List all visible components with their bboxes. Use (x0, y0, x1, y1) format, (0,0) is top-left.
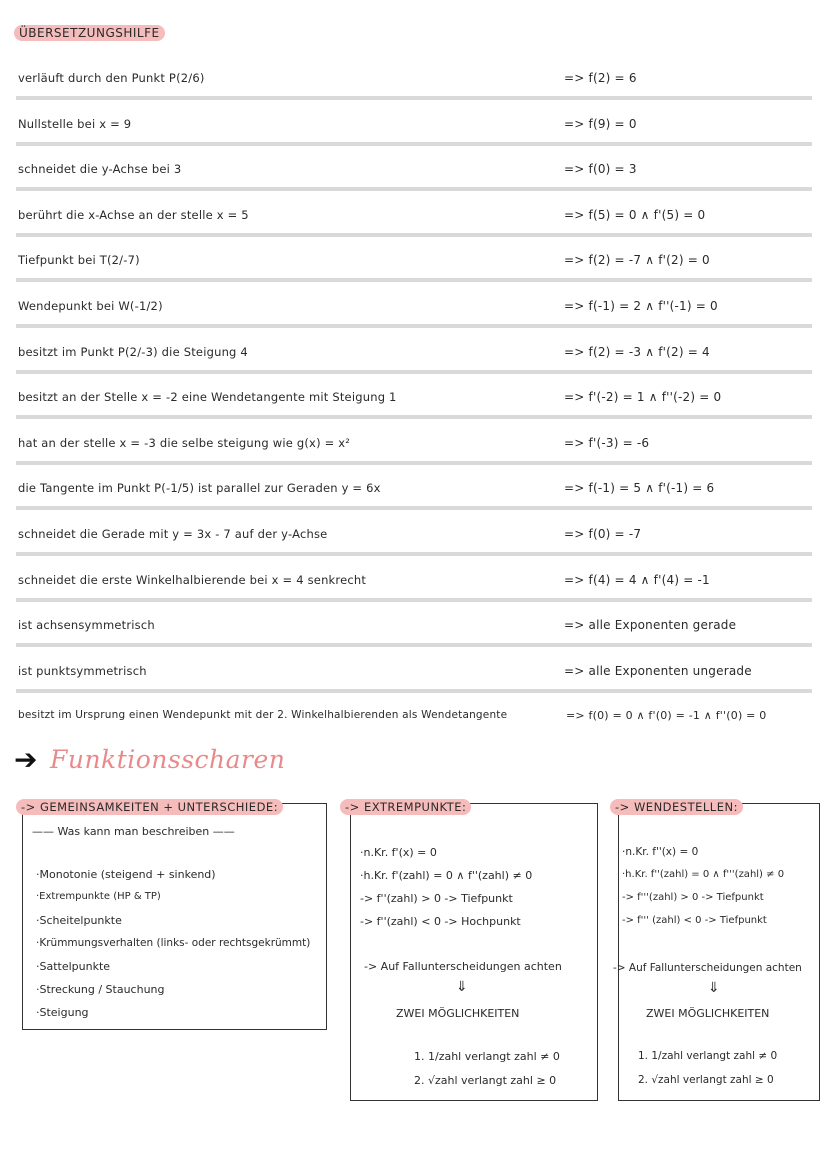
list-item: -> f'''(zahl) > 0 -> Tiefpunkt (622, 892, 764, 903)
box-commonalities-subtitle: —— Was kann man beschreiben —— (32, 825, 235, 838)
row-statement: ist punktsymmetrisch (18, 663, 147, 678)
table-row (16, 101, 812, 146)
row-statement: Wendepunkt bei W(-1/2) (18, 299, 163, 313)
row-condition: => f'(-2) = 1 ∧ f''(-2) = 0 (564, 390, 722, 405)
row-statement: berührt die x-Achse an der stelle x = 5 (18, 207, 249, 222)
row-condition: => f(0) = 0 ∧ f'(0) = -1 ∧ f''(0) = 0 (566, 709, 767, 723)
table-row (16, 329, 812, 374)
box-inflection-title: -> WENDESTELLEN: (610, 799, 743, 815)
row-condition: => f'(-3) = -6 (564, 435, 650, 450)
row-condition: => alle Exponenten ungerade (564, 663, 752, 678)
table-row (16, 192, 812, 237)
row-statement: verläuft durch den Punkt P(2/6) (18, 71, 205, 85)
box-extrema-list (360, 846, 532, 938)
table-row (16, 283, 812, 328)
box-inflection-option-2: 2. √zahl verlangt zahl ≥ 0 (638, 1074, 774, 1086)
box-inflection-option-1: 1. 1/zahl verlangt zahl ≠ 0 (638, 1050, 778, 1062)
row-condition: => f(5) = 0 ∧ f'(5) = 0 (564, 207, 706, 222)
list-item: ·Extrempunkte (HP & TP) (36, 891, 161, 902)
box-extrema-option-2: 2. √zahl verlangt zahl ≥ 0 (414, 1074, 557, 1087)
box-inflection-note: -> Auf Fallunterscheidungen achten (613, 962, 802, 974)
table-row (16, 648, 812, 693)
right-arrow-icon: ➔ (14, 743, 38, 776)
row-statement: besitzt an der Stelle x = -2 eine Wendetangente mit Steigung 1 (18, 390, 397, 405)
row-condition: => f(0) = -7 (564, 527, 642, 541)
table-row (16, 602, 812, 647)
table-row (16, 511, 812, 556)
row-condition: => f(4) = 4 ∧ f'(4) = -1 (564, 572, 710, 587)
list-item: ·Sattelpunkte (36, 960, 111, 973)
row-statement: schneidet die erste Winkelhalbierende bei x = 4 senkrecht (18, 572, 367, 587)
table-row (16, 374, 812, 419)
row-condition: => f(9) = 0 (564, 116, 637, 131)
table-row (16, 55, 812, 100)
section-heading: Funktionsscharen (50, 745, 286, 774)
list-item: ·Krümmungsverhalten (links- oder rechtsgekrümmt) (36, 937, 311, 949)
row-statement: die Tangente im Punkt P(-1/5) ist parallel zur Geraden y = 6x (18, 481, 381, 496)
list-item: -> f''(zahl) > 0 -> Tiefpunkt (360, 892, 513, 905)
row-statement: Nullstelle bei x = 9 (18, 116, 132, 131)
list-item: -> f''' (zahl) < 0 -> Tiefpunkt (622, 915, 767, 926)
table-row (16, 557, 812, 602)
row-condition: => alle Exponenten gerade (564, 618, 737, 633)
list-item: ·Monotonie (steigend + sinkend) (36, 868, 216, 881)
subtitle-text: Was kann man beschreiben (57, 825, 210, 838)
list-item: ·h.Kr. f'(zahl) = 0 ∧ f''(zahl) ≠ 0 (360, 869, 533, 882)
list-item: ·Scheitelpunkte (36, 914, 122, 927)
box-commonalities-list (36, 868, 310, 1029)
box-inflection-list (622, 846, 784, 938)
list-item: -> f''(zahl) < 0 -> Hochpunkt (360, 915, 521, 928)
box-extrema-title: -> EXTREMPUNKTE: (340, 799, 471, 815)
box-extrema-note: -> Auf Fallunterscheidungen achten (364, 960, 562, 973)
box-extrema-option-1: 1. 1/zahl verlangt zahl ≠ 0 (414, 1050, 560, 1063)
table-row (16, 693, 812, 738)
table-row (16, 146, 812, 191)
page-title: ÜBERSETZUNGSHILFE (14, 25, 165, 41)
row-condition: => f(-1) = 5 ∧ f'(-1) = 6 (564, 481, 715, 496)
list-item: ·Steigung (36, 1006, 89, 1019)
table-row (16, 237, 812, 282)
row-statement: Tiefpunkt bei T(2/-7) (18, 253, 140, 268)
list-item: ·n.Kr. f'(x) = 0 (360, 846, 437, 859)
list-item: ·Streckung / Stauchung (36, 983, 165, 996)
row-statement: schneidet die Gerade mit y = 3x - 7 auf der y-Achse (18, 527, 328, 541)
row-statement: ist achsensymmetrisch (18, 618, 155, 633)
table-row (16, 420, 812, 465)
box-inflection-possibilities: ZWEI MÖGLICHKEITEN (646, 1007, 770, 1020)
row-statement: hat an der stelle x = -3 die selbe steigung wie g(x) = x² (18, 435, 351, 450)
row-statement: besitzt im Punkt P(2/-3) die Steigung 4 (18, 344, 248, 359)
table-row (16, 465, 812, 510)
section-header (14, 743, 286, 780)
down-arrow-icon: ⇓ (456, 979, 468, 995)
row-statement: schneidet die y-Achse bei 3 (18, 162, 182, 177)
row-condition: => f(2) = -7 ∧ f'(2) = 0 (564, 253, 710, 268)
down-arrow-icon: ⇓ (708, 980, 720, 996)
box-commonalities-title: -> GEMEINSAMKEITEN + UNTERSCHIEDE: (16, 799, 283, 815)
row-condition: => f(0) = 3 (564, 162, 637, 177)
list-item: ·n.Kr. f''(x) = 0 (622, 846, 699, 858)
box-extrema-possibilities: ZWEI MÖGLICHKEITEN (396, 1007, 520, 1020)
row-statement: besitzt im Ursprung einen Wendepunkt mit der 2. Winkelhalbierenden als Wendetangente (18, 709, 508, 722)
row-condition: => f(2) = -3 ∧ f'(2) = 4 (564, 344, 710, 359)
row-condition: => f(-1) = 2 ∧ f''(-1) = 0 (564, 299, 718, 313)
row-condition: => f(2) = 6 (564, 71, 637, 85)
list-item: ·h.Kr. f''(zahl) = 0 ∧ f'''(zahl) ≠ 0 (622, 869, 785, 880)
